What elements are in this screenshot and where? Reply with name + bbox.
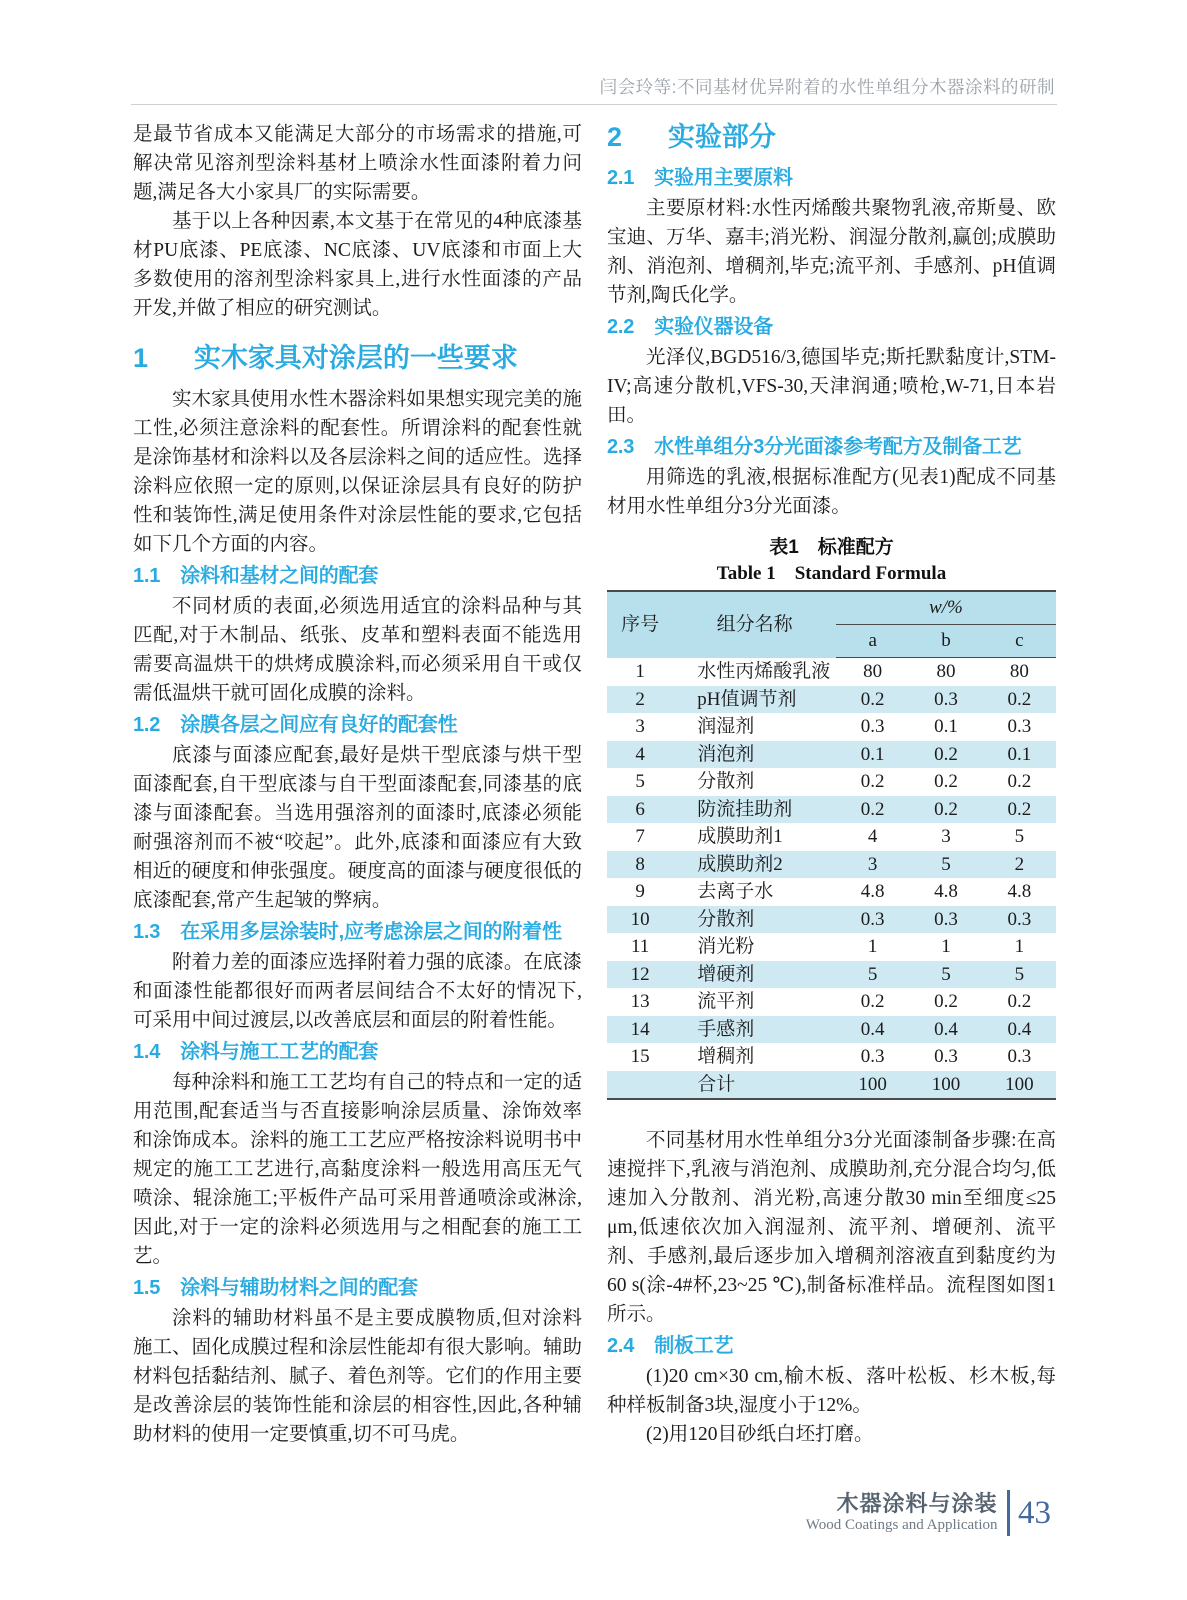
- table-cell: 5: [941, 963, 951, 985]
- table-cell: 12: [630, 963, 650, 985]
- table-row: [607, 713, 1056, 741]
- table-row: [607, 851, 1056, 879]
- table-cell: 手感剂: [697, 1018, 755, 1040]
- paragraph: 实木家具使用水性木器涂料如果想实现完美的施工性,必须注意涂料的配套性。所谓涂料的配套性就是涂饰基材和涂料以及各层涂料之间的适应性。选择涂料应依照一定的原则,以保证涂层具有良好的防护性和装饰性,满足使用条件对涂层性能的要求,它包括如下几个方面的内容。: [133, 389, 582, 555]
- paragraph: 是最节省成本又能满足大部分的市场需求的措施,可解决常见溶剂型涂料基材上喷涂水性面漆附着力问题,满足各大小家具厂的实际需要。: [133, 124, 582, 203]
- table-cell: 去离子水: [697, 881, 774, 902]
- table-cell: 0.1: [860, 743, 885, 765]
- table-cell: pH值调节剂: [697, 688, 797, 710]
- table-cell: 0.3: [860, 1046, 885, 1067]
- col-header-w-percent: w/%: [836, 591, 1056, 625]
- table-row: [607, 686, 1056, 714]
- section-number: 2: [607, 122, 623, 152]
- table-cell: 4.8: [1007, 881, 1032, 902]
- table-cell: [607, 1071, 673, 1100]
- table-cell: 消光粉: [697, 936, 755, 957]
- paragraph: 用筛选的乳液,根据标准配方(见表1)配成不同基材用水性单组分3分光面漆。: [607, 467, 1056, 517]
- table-cell: 80: [936, 661, 956, 682]
- subsection-title: 水性单组分3分光面漆参考配方及制备工艺: [654, 436, 1022, 458]
- table-cell: 合计: [697, 1073, 736, 1095]
- subsection-title: 涂料与施工工艺的配套: [180, 1041, 379, 1063]
- table-cell: 7: [635, 826, 645, 847]
- subsection-title: 制板工艺: [654, 1335, 734, 1357]
- table-row: [607, 906, 1056, 934]
- table-cell: 0.3: [934, 688, 958, 710]
- table-cell: 0.2: [1007, 991, 1032, 1012]
- subsection-title: 实验仪器设备: [654, 316, 774, 338]
- journal-name-zh: 木器涂料与涂装: [836, 1490, 998, 1516]
- table-cell: 0.2: [860, 991, 885, 1012]
- table-cell: 100: [931, 1073, 961, 1095]
- table-cell: 0.3: [860, 908, 885, 930]
- paragraph: 不同基材用水性单组分3分光面漆制备步骤:在高速搅拌下,乳液与消泡剂、成膜助剂,充分混合均匀,低速加入分散剂、消光粉,高速分散30 min至细度≤25 μm,低速依次加入润湿剂、流平剂、增硬剂、流平剂、手感剂,最后逐步加入增稠剂溶液直到黏度约为60 s(涂-4#杯,23~25 ℃),制备标准样品。流程图如图1所示。: [607, 1130, 1056, 1325]
- table-cell: 分散剂: [697, 771, 755, 792]
- table-cell: 5: [941, 853, 951, 875]
- col-header-a: a: [836, 625, 909, 658]
- table-cell: 0.3: [860, 716, 885, 737]
- subsection-2-1-heading: [607, 164, 1056, 192]
- table-cell: 100: [1005, 1073, 1034, 1095]
- table-row: [607, 741, 1056, 769]
- table-cell: 9: [635, 881, 645, 902]
- table-cell: 0.4: [1007, 1018, 1032, 1040]
- table-cell: 0.3: [1007, 908, 1032, 930]
- col-header-component: 组分名称: [673, 591, 836, 658]
- paragraph: 光泽仪,BGD516/3,德国毕克;斯托默黏度计,STM-IV;高速分散机,VFS-30,天津润通;喷枪,W-71,日本岩田。: [607, 347, 1056, 426]
- table-cell: 0.2: [1007, 798, 1032, 820]
- table-1-block: [607, 535, 1056, 1100]
- subsection-title: 实验用主要原料: [654, 167, 793, 189]
- table-cell: 8: [635, 853, 645, 875]
- right-column: [607, 120, 1056, 1449]
- table-row: [607, 961, 1056, 989]
- table-cell: 0.2: [1007, 771, 1032, 792]
- table-cell: 4: [867, 826, 878, 847]
- table-caption-en: Table 1 Standard Formula: [716, 563, 947, 584]
- table-cell: 100: [858, 1073, 887, 1095]
- table-cell: 1: [867, 936, 878, 957]
- table-row: [607, 988, 1056, 1016]
- table-cell: 4.8: [934, 881, 958, 902]
- table-body: [607, 658, 1056, 1100]
- section-2-heading: [607, 120, 1056, 154]
- paragraph: (1)20 cm×30 cm,榆木板、落叶松板、杉木板,每种样板制备3块,湿度小于12%。: [607, 1366, 1056, 1416]
- page-number: 43: [1018, 1495, 1051, 1531]
- paragraph: (2)用120目砂纸白坯打磨。: [646, 1424, 874, 1445]
- table-cell: 80: [863, 661, 883, 682]
- table-cell: 10: [630, 908, 650, 930]
- section-title: 实验部分: [667, 122, 776, 152]
- subsection-number: 1.3: [133, 921, 161, 943]
- col-header-b: b: [909, 625, 982, 658]
- subsection-1-2-heading: [133, 711, 582, 739]
- table-cell: 2: [635, 688, 645, 710]
- journal-name-block: [806, 1492, 998, 1535]
- subsection-number: 1.2: [133, 714, 161, 736]
- table-cell: 11: [630, 936, 650, 957]
- paragraph: 附着力差的面漆应选择附着力强的底漆。在底漆和面漆性能都很好而两者层间结合不太好的情况下,可采用中间过渡层,以改善底层和面层的附着性能。: [133, 952, 582, 1031]
- table-row: [607, 823, 1056, 851]
- page-footer: [806, 1490, 1051, 1536]
- subsection-number: 1.1: [133, 565, 161, 587]
- table-cell: 14: [630, 1018, 650, 1040]
- table-head-row: [607, 591, 1056, 625]
- subsection-number: 1.4: [133, 1041, 161, 1063]
- table-cell: 0.3: [934, 908, 958, 930]
- subsection-number: 2.3: [607, 436, 635, 458]
- section-number: 1: [133, 343, 149, 373]
- table-cell: 0.3: [1007, 716, 1032, 737]
- col-header-no: 序号: [607, 591, 673, 658]
- subsection-title: 涂料和基材之间的配套: [180, 565, 379, 587]
- table-cell: 0.2: [860, 688, 885, 710]
- table-cell: 4.8: [860, 881, 885, 902]
- table-cell: 增稠剂: [697, 1046, 755, 1067]
- journal-name-en: Wood Coatings and Application: [805, 1516, 998, 1533]
- table-cell: 0.1: [934, 716, 958, 737]
- table-cell: 6: [635, 798, 645, 820]
- table-head: [607, 591, 1056, 658]
- subsection-title: 在采用多层涂装时,应考虑涂层之间的附着性: [180, 921, 562, 943]
- table-cell: 成膜助剂2: [697, 853, 783, 875]
- paragraph: 不同材质的表面,必须选用适宜的涂料品种与其匹配,对于木制品、纸张、皮革和塑料表面不能选用需要高温烘干的烘烤成膜涂料,而必须采用自干或仅需低温烘干就可固化成膜的涂料。: [133, 596, 582, 704]
- table-cell: 0.2: [934, 771, 958, 792]
- table-row: [607, 768, 1056, 796]
- table-row: [607, 933, 1056, 961]
- running-head: 闫会玲等:不同基材优异附着的水性单组分木器涂料的研制: [599, 77, 1055, 97]
- table-cell: 5: [867, 963, 878, 985]
- table-row: [607, 658, 1056, 686]
- subsection-2-2-heading: [607, 313, 1056, 341]
- subsection-1-4-heading: [133, 1038, 582, 1066]
- table-cell: 0.4: [860, 1018, 885, 1040]
- table-cell: 0.1: [1007, 743, 1032, 765]
- table-cell: 消泡剂: [697, 743, 755, 765]
- subsection-2-4-heading: [607, 1332, 1056, 1360]
- subsection-1-3-heading: [133, 918, 582, 946]
- table-row: [607, 1016, 1056, 1044]
- table-cell: 防流挂助剂: [697, 798, 793, 820]
- table-row: [607, 878, 1056, 906]
- table-cell: 分散剂: [697, 908, 755, 930]
- section-title: 实木家具对涂层的一些要求: [193, 343, 518, 373]
- table-caption-zh: 表1 标准配方: [769, 537, 894, 558]
- table-cell: 5: [1014, 826, 1025, 847]
- paragraph: 底漆与面漆应配套,最好是烘干型底漆与烘干型面漆配套,自干型底漆与自干型面漆配套,同漆基的底漆与面漆配套。当选用强溶剂的面漆时,底漆必须能耐强溶剂而不被“咬起”。此外,底漆和面漆应有大致相近的硬度和伸张强度。硬度高的面漆与硬度很低的底漆配套,常产生起皱的弊病。: [133, 745, 582, 911]
- table-row: [607, 796, 1056, 824]
- table-cell: 0.2: [860, 771, 885, 792]
- table-cell: 0.2: [1007, 688, 1032, 710]
- header-rule: [131, 104, 1057, 105]
- left-column: [133, 120, 582, 1449]
- table-cell: 成膜助剂1: [697, 826, 783, 847]
- table-cell: 1: [941, 936, 951, 957]
- table-cell: 增硬剂: [697, 963, 755, 985]
- table-cell: 1: [635, 660, 645, 682]
- table-cell: 流平剂: [697, 991, 755, 1012]
- table-cell: 水性丙烯酸乳液: [697, 660, 831, 682]
- subsection-number: 1.5: [133, 1277, 161, 1299]
- section-1-heading: [133, 341, 582, 375]
- table-cell: 3: [635, 716, 645, 737]
- standard-formula-table: [607, 590, 1056, 1100]
- table-cell: 2: [1014, 853, 1025, 875]
- paragraph: 主要原材料:水性丙烯酸共聚物乳液,帝斯曼、欧宝迪、万华、嘉丰;消光粉、润湿分散剂,赢创;成膜助剂、消泡剂、增稠剂,毕克;流平剂、手感剂、pH值调节剂,陶氏化学。: [607, 198, 1056, 306]
- table-row: [607, 1071, 1056, 1100]
- subsection-number: 2.2: [607, 316, 635, 338]
- table-cell: 0.2: [934, 743, 958, 765]
- table-row: [607, 1043, 1056, 1071]
- subsection-number: 2.1: [607, 167, 635, 189]
- table-cell: 0.2: [934, 991, 958, 1012]
- paragraph: 每种涂料和施工工艺均有自己的特点和一定的适用范围,配套适当与否直接影响涂层质量、涂饰效率和涂饰成本。涂料的施工工艺应严格按涂料说明书中规定的施工工艺进行,高黏度涂料一般选用高压无气喷涂、辊涂施工;平板件产品可采用普通喷涂或淋涂,因此,对于一定的涂料必须选用与之相配套的施工工艺。: [133, 1072, 582, 1267]
- subsection-2-3-heading: [607, 433, 1056, 461]
- footer-divider: [1007, 1490, 1011, 1536]
- col-header-c: c: [983, 625, 1056, 658]
- table-cell: 0.4: [934, 1018, 958, 1040]
- paragraph: 涂料的辅助材料虽不是主要成膜物质,但对涂料施工、固化成膜过程和涂层性能却有很大影响。辅助材料包括黏结剂、腻子、着色剂等。它们的作用主要是改善涂层的装饰性能和涂层的相容性,因此,各种辅助材料的使用一定要慎重,切不可马虎。: [133, 1308, 582, 1445]
- subsection-title: 涂料与辅助材料之间的配套: [180, 1277, 418, 1299]
- subsection-1-1-heading: [133, 562, 582, 590]
- table-cell: 润湿剂: [697, 716, 755, 737]
- table-cell: 4: [635, 743, 645, 765]
- subsection-title: 涂膜各层之间应有良好的配套性: [180, 714, 458, 736]
- table-cell: 3: [941, 826, 951, 847]
- table-cell: 13: [630, 991, 650, 1012]
- paragraph: 基于以上各种因素,本文基于在常见的4种底漆基材PU底漆、PE底漆、NC底漆、UV底漆和市面上大多数使用的溶剂型涂料家具上,进行水性面漆的产品开发,并做了相应的研究测试。: [133, 211, 582, 319]
- table-cell: 80: [1009, 661, 1029, 682]
- subsection-number: 2.4: [607, 1335, 635, 1357]
- table-cell: 15: [630, 1046, 650, 1067]
- table-cell: 3: [867, 853, 878, 875]
- table-cell: 5: [635, 771, 645, 792]
- table-cell: 0.2: [860, 798, 885, 820]
- table-cell: 5: [1014, 963, 1025, 985]
- subsection-1-5-heading: [133, 1274, 582, 1302]
- table-cell: 0.2: [934, 798, 958, 820]
- table-cell: 0.3: [934, 1046, 958, 1067]
- table-cell: 0.3: [1007, 1046, 1032, 1067]
- table-cell: 1: [1014, 936, 1025, 957]
